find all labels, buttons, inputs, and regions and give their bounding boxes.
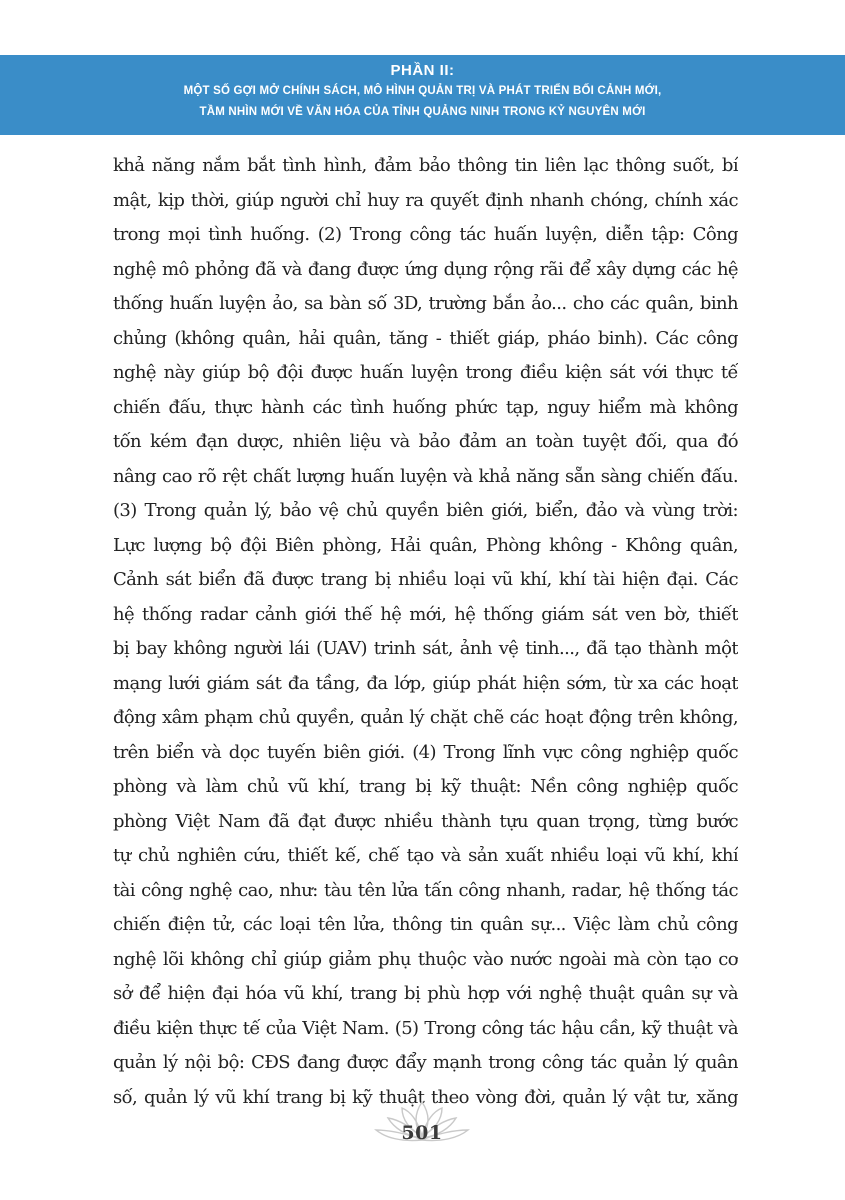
body-line: tài công nghệ cao, như: tàu tên lửa tấn công nhanh, radar, hệ thống tác	[113, 879, 738, 901]
page-footer	[0, 1100, 845, 1160]
body-line: số, quản lý vũ khí trang bị kỹ thuật theo vòng đời, quản lý vật tư, xăng	[113, 1086, 738, 1108]
body-line: sở để hiện đại hóa vũ khí, trang bị phù hợp với nghệ thuật quân sự và	[113, 983, 738, 1004]
section-subtitle-line-1: MỘT SỐ GỢI MỞ CHÍNH SÁCH, MÔ HÌNH QUẢN TRỊ VÀ PHÁT TRIỂN BỐI CẢNH MỚI,	[183, 85, 662, 97]
body-line: Lực lượng bộ đội Biên phòng, Hải quân, Phòng không - Không quân,	[113, 534, 738, 556]
body-line: phòng và làm chủ vũ khí, trang bị kỹ thuật: Nền công nghiệp quốc	[113, 776, 738, 797]
body-line: nghệ này giúp bộ đội được huấn luyện trong điều kiện sát với thực tế	[113, 362, 738, 383]
section-header-band	[0, 55, 845, 135]
body-paragraph	[113, 149, 738, 1115]
body-line: Cảnh sát biển đã được trang bị nhiều loại vũ khí, khí tài hiện đại. Các	[113, 569, 738, 590]
body-line: mật, kịp thời, giúp người chỉ huy ra quyết định nhanh chóng, chính xác	[113, 189, 738, 211]
body-line: động xâm phạm chủ quyền, quản lý chặt chẽ các hoạt động trên không,	[113, 707, 738, 728]
body-line: bị bay không người lái (UAV) trinh sát, ảnh vệ tinh..., đã tạo thành một	[113, 638, 738, 659]
section-part-title: PHẦN II:	[390, 62, 455, 79]
body-line: mạng lưới giám sát đa tầng, đa lớp, giúp phát hiện sớm, từ xa các hoạt	[113, 672, 738, 694]
body-line: phòng Việt Nam đã đạt được nhiều thành tựu quan trọng, từng bước	[113, 810, 738, 832]
body-line: thống huấn luyện ảo, sa bàn số 3D, trường bắn ảo... cho các quân, binh	[113, 293, 738, 314]
body-line: trên biển và dọc tuyến biên giới. (4) Trong lĩnh vực công nghiệp quốc	[113, 741, 738, 763]
body-line: quản lý nội bộ: CĐS đang được đẩy mạnh trong công tác quản lý quân	[113, 1052, 738, 1073]
body-line: nâng cao rõ rệt chất lượng huấn luyện và khả năng sẵn sàng chiến đấu.	[113, 465, 738, 487]
section-subtitle-line-2: TẦM NHÌN MỚI VỀ VĂN HÓA CỦA TỈNH QUẢNG NINH TRONG KỶ NGUYÊN MỚI	[199, 106, 646, 118]
body-line: tốn kém đạn dược, nhiên liệu và bảo đảm an toàn tuyệt đối, qua đó	[113, 431, 738, 452]
body-line: nghệ mô phỏng đã và đang được ứng dụng rộng rãi để xây dựng các hệ	[113, 258, 738, 280]
page-number: 501	[401, 1122, 443, 1144]
body-line: điều kiện thực tế của Việt Nam. (5) Trong công tác hậu cần, kỹ thuật và	[113, 1017, 738, 1039]
body-line: nghệ lõi không chỉ giúp giảm phụ thuộc vào nước ngoài mà còn tạo cơ	[113, 948, 738, 970]
body-line: chủng (không quân, hải quân, tăng - thiết giáp, pháo binh). Các công	[113, 327, 738, 349]
body-line: chiến đấu, thực hành các tình huống phức tạp, nguy hiểm mà không	[113, 396, 738, 418]
body-line: chiến điện tử, các loại tên lửa, thông tin quân sự... Việc làm chủ công	[113, 914, 738, 935]
body-line: hệ thống radar cảnh giới thế hệ mới, hệ thống giám sát ven bờ, thiết	[113, 603, 738, 625]
body-line: tự chủ nghiên cứu, thiết kế, chế tạo và sản xuất nhiều loại vũ khí, khí	[113, 845, 738, 866]
body-line: trong mọi tình huống. (2) Trong công tác huấn luyện, diễn tập: Công	[113, 224, 738, 245]
body-line: khả năng nắm bắt tình hình, đảm bảo thông tin liên lạc thông suốt, bí	[113, 155, 738, 176]
body-line: (3) Trong quản lý, bảo vệ chủ quyền biên giới, biển, đảo và vùng trời:	[113, 500, 738, 521]
